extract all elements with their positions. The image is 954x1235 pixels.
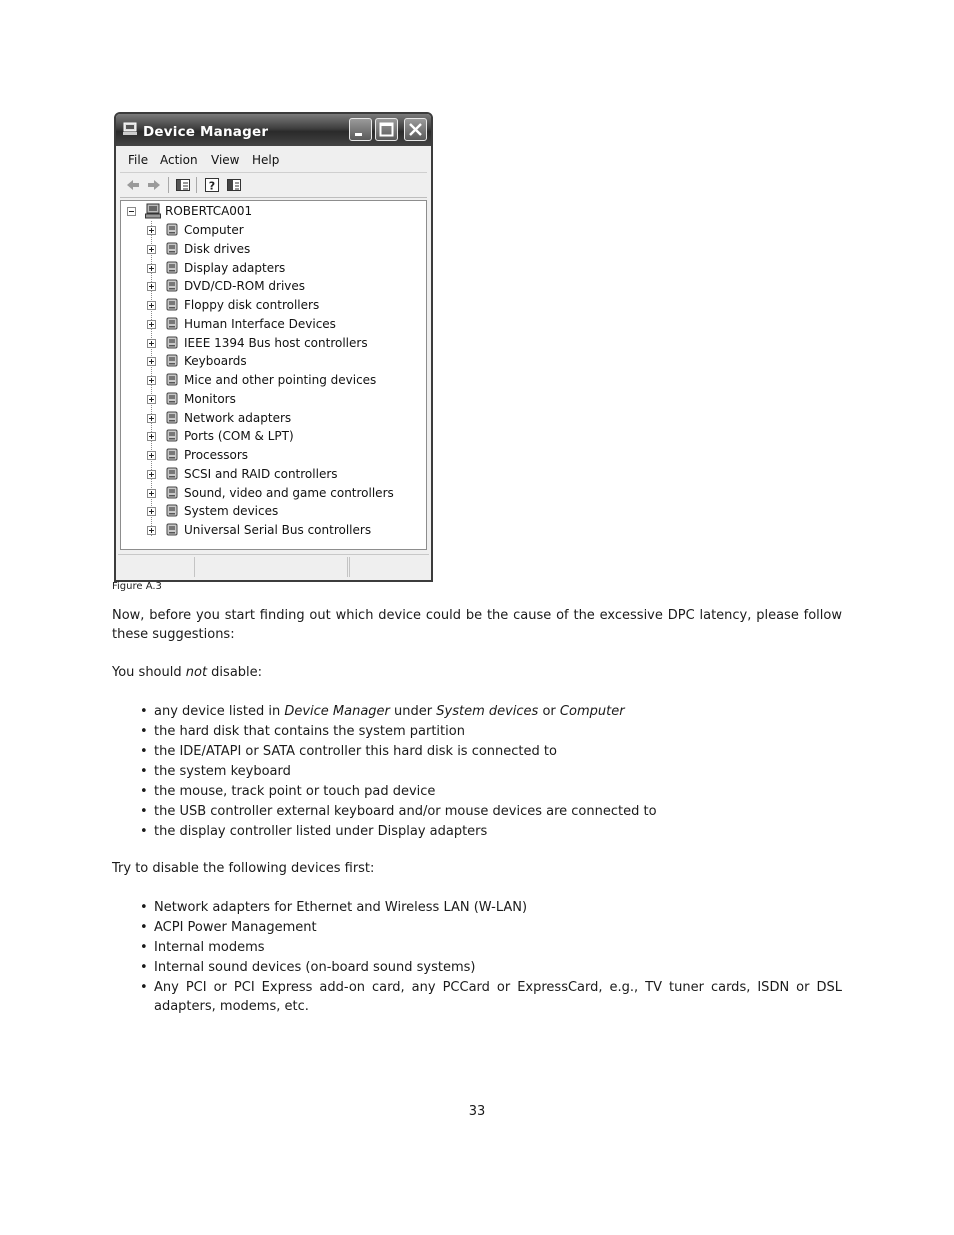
expand-icon[interactable] bbox=[147, 226, 156, 235]
close-button[interactable] bbox=[404, 118, 427, 141]
tree-item[interactable] bbox=[121, 372, 421, 390]
computer-icon bbox=[145, 203, 161, 219]
should-not-suffix: disable: bbox=[207, 665, 263, 680]
expand-icon[interactable] bbox=[147, 507, 156, 516]
list-item-emphasis: Computer bbox=[559, 704, 625, 719]
minimize-button[interactable] bbox=[349, 118, 372, 141]
tree-item-label: DVD/CD-ROM drives bbox=[184, 279, 306, 294]
expand-icon[interactable] bbox=[147, 432, 156, 441]
menu-view[interactable]: View bbox=[211, 153, 240, 167]
page-number: 33 bbox=[468, 1104, 486, 1119]
display-adapter-icon bbox=[164, 260, 180, 276]
collapse-icon[interactable] bbox=[127, 207, 136, 216]
window-title: Device Manager bbox=[143, 124, 269, 140]
dvd-drive-icon bbox=[164, 278, 180, 294]
try-disable-list bbox=[112, 898, 842, 1017]
expand-icon[interactable] bbox=[147, 395, 156, 404]
usb-icon bbox=[164, 522, 180, 538]
tree-item-label: Network adapters bbox=[184, 410, 292, 425]
expand-icon[interactable] bbox=[147, 376, 156, 385]
tree-item[interactable] bbox=[121, 428, 421, 446]
monitor-icon bbox=[164, 391, 180, 407]
tree-item[interactable] bbox=[121, 522, 421, 540]
device-manager-window bbox=[114, 112, 433, 582]
tree-item[interactable] bbox=[121, 353, 421, 371]
forward-arrow-icon[interactable] bbox=[146, 177, 162, 193]
status-cell bbox=[349, 557, 350, 577]
list-item-text: any device listed in bbox=[154, 704, 285, 719]
sound-icon bbox=[164, 485, 180, 501]
maximize-button[interactable] bbox=[375, 118, 398, 141]
port-icon bbox=[164, 428, 180, 444]
list-item: • the IDE/ATAPI or SATA controller this hard disk is connected to bbox=[112, 742, 842, 761]
back-arrow-icon[interactable] bbox=[125, 177, 141, 193]
tree-item[interactable] bbox=[121, 297, 421, 315]
tree-item[interactable] bbox=[121, 447, 421, 465]
properties-icon[interactable] bbox=[226, 177, 242, 193]
computer-icon bbox=[122, 122, 138, 136]
tree-item-label: Processors bbox=[184, 448, 249, 462]
tree-item[interactable] bbox=[121, 466, 421, 484]
menu-help[interactable]: Help bbox=[252, 153, 280, 167]
ieee1394-icon bbox=[164, 335, 180, 351]
menu-bar bbox=[120, 148, 427, 173]
tree-item[interactable] bbox=[121, 241, 421, 259]
list-item: • the display controller listed under Display adapters bbox=[112, 822, 842, 841]
tree-item-label: SCSI and RAID controllers bbox=[184, 466, 338, 481]
processor-icon bbox=[164, 447, 180, 463]
expand-icon[interactable] bbox=[147, 357, 156, 366]
root-computer-name: ROBERTCA001 bbox=[165, 204, 253, 218]
tree-item-label: Disk drives bbox=[184, 241, 251, 256]
list-item: • Internal modems bbox=[112, 938, 842, 957]
toolbar-separator bbox=[168, 177, 169, 193]
expand-icon[interactable] bbox=[147, 264, 156, 273]
title-bar[interactable] bbox=[116, 114, 431, 146]
network-adapter-icon bbox=[164, 410, 180, 426]
tree-item-label: IEEE 1394 Bus host controllers bbox=[184, 335, 368, 350]
list-item bbox=[112, 702, 842, 721]
tree-item-label: Keyboards bbox=[184, 354, 247, 369]
computer-icon bbox=[164, 222, 180, 238]
list-item: • the hard disk that contains the system partition bbox=[112, 722, 842, 741]
tree-item-label: Computer bbox=[184, 223, 244, 237]
system-device-icon bbox=[164, 503, 180, 519]
expand-icon[interactable] bbox=[147, 339, 156, 348]
floppy-controller-icon bbox=[164, 297, 180, 313]
list-item-emphasis: Device Manager bbox=[284, 704, 390, 719]
tree-item[interactable] bbox=[121, 335, 421, 353]
show-hide-tree-icon[interactable] bbox=[175, 177, 191, 193]
should-not-heading bbox=[112, 663, 842, 682]
tree-item[interactable] bbox=[121, 260, 421, 278]
tree-item-label: Human Interface Devices bbox=[184, 316, 336, 331]
disk-drive-icon bbox=[164, 241, 180, 257]
tree-item-label: Universal Serial Bus controllers bbox=[184, 523, 372, 537]
device-tree[interactable] bbox=[120, 200, 427, 550]
list-item: • ACPI Power Management bbox=[112, 918, 842, 937]
expand-icon[interactable] bbox=[147, 489, 156, 498]
menu-action[interactable]: Action bbox=[160, 153, 198, 167]
status-bar bbox=[118, 554, 429, 579]
expand-icon[interactable] bbox=[147, 470, 156, 479]
tree-item[interactable] bbox=[121, 222, 421, 240]
tree-item[interactable] bbox=[121, 391, 421, 409]
toolbar bbox=[120, 173, 427, 198]
tree-item-label: Floppy disk controllers bbox=[184, 298, 320, 312]
tree-item-label: Monitors bbox=[184, 391, 236, 406]
list-item: • Any PCI or PCI Express add-on card, any PCCard or ExpressCard, e.g., TV tuner cards, ISDN or DSL adapters, modems, etc. bbox=[112, 978, 842, 1016]
hid-icon bbox=[164, 316, 180, 332]
tree-item[interactable] bbox=[121, 316, 421, 334]
expand-icon[interactable] bbox=[147, 282, 156, 291]
expand-icon[interactable] bbox=[147, 245, 156, 254]
intro-paragraph: Now, before you start finding out which device could be the cause of the excessive DPC latency, please follow these suggestions: bbox=[112, 608, 842, 642]
do-not-disable-list bbox=[112, 702, 842, 842]
maximize-icon bbox=[379, 122, 394, 137]
tree-item-label: System devices bbox=[184, 504, 279, 519]
status-cell bbox=[118, 557, 195, 577]
expand-icon[interactable] bbox=[147, 301, 156, 310]
list-item: • Network adapters for Ethernet and Wireless LAN (W-LAN) bbox=[112, 898, 842, 917]
figure-caption: Figure A.3 bbox=[112, 581, 162, 592]
list-item: • the system keyboard bbox=[112, 762, 842, 781]
list-item: • Internal sound devices (on-board sound systems) bbox=[112, 958, 842, 977]
should-not-prefix: You should bbox=[112, 665, 186, 680]
status-cell bbox=[196, 557, 348, 577]
expand-icon[interactable] bbox=[147, 451, 156, 460]
menu-file[interactable]: File bbox=[128, 153, 149, 167]
keyboard-icon bbox=[164, 353, 180, 369]
list-item: • the USB controller external keyboard and/or mouse devices are connected to bbox=[112, 802, 842, 821]
list-item-text: or bbox=[538, 704, 560, 719]
minimize-icon bbox=[353, 122, 368, 137]
svg-text:?: ? bbox=[208, 179, 216, 193]
list-item-text: under bbox=[389, 704, 437, 719]
close-icon bbox=[408, 122, 423, 137]
scsi-icon bbox=[164, 466, 180, 482]
help-icon[interactable] bbox=[204, 177, 220, 193]
should-not-emphasis: not bbox=[185, 665, 208, 680]
tree-item-label: Display adapters bbox=[184, 260, 286, 275]
tree-item[interactable] bbox=[121, 485, 421, 503]
expand-icon[interactable] bbox=[147, 320, 156, 329]
tree-item[interactable] bbox=[121, 503, 421, 521]
expand-icon[interactable] bbox=[147, 414, 156, 423]
tree-item-label: Sound, video and game controllers bbox=[184, 485, 394, 500]
tree-item-label: Mice and other pointing devices bbox=[184, 373, 377, 387]
try-disable-heading: Try to disable the following devices first: bbox=[112, 861, 375, 876]
tree-item[interactable] bbox=[121, 410, 421, 428]
mouse-icon bbox=[164, 372, 180, 388]
expand-icon[interactable] bbox=[147, 526, 156, 535]
tree-item-label: Ports (COM & LPT) bbox=[184, 429, 294, 444]
toolbar-separator bbox=[196, 177, 197, 193]
tree-item[interactable] bbox=[121, 278, 421, 296]
list-item: • the mouse, track point or touch pad device bbox=[112, 782, 842, 801]
list-item-emphasis: System devices bbox=[436, 704, 539, 719]
